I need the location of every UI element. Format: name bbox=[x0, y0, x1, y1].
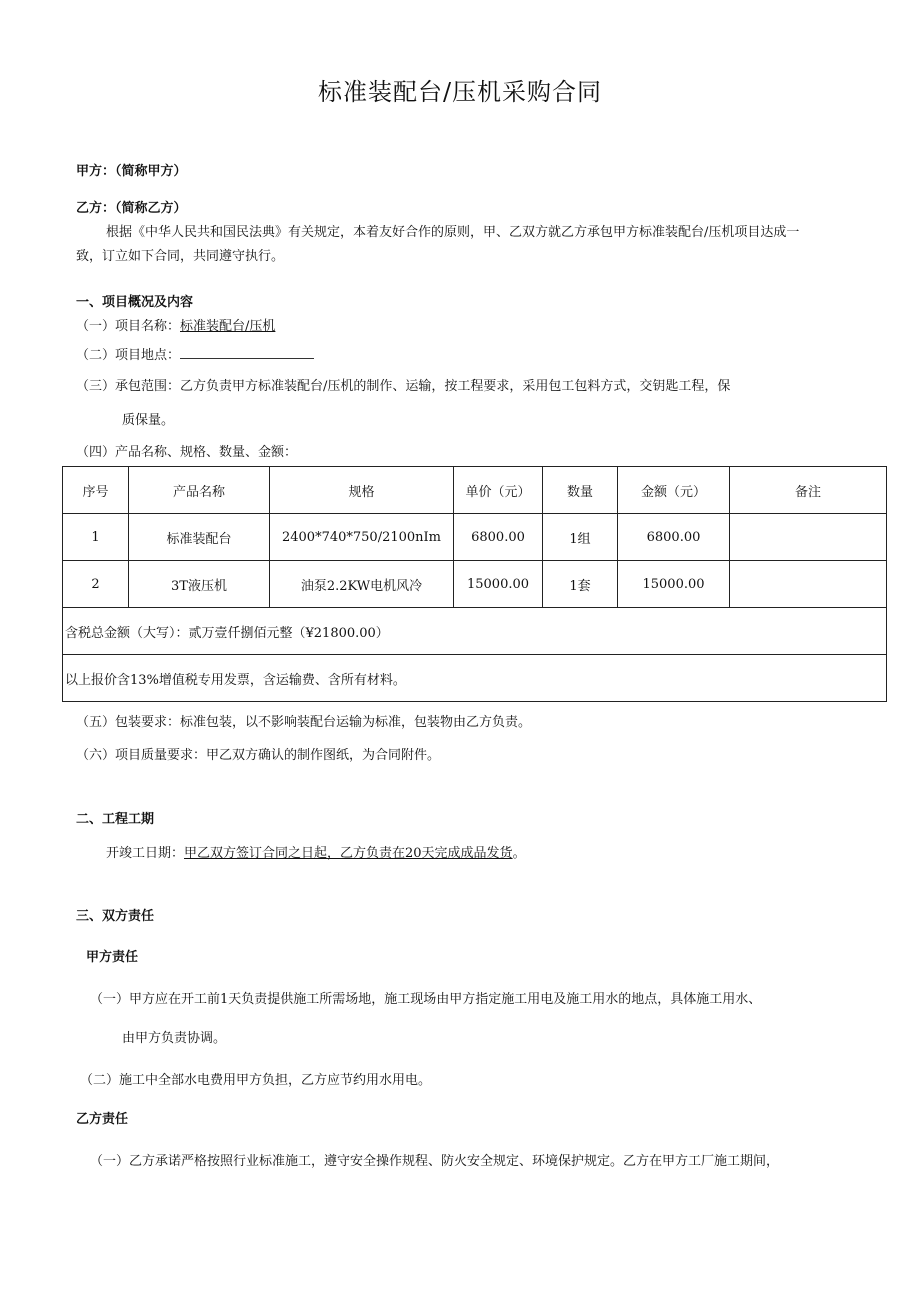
cell-index: 1 bbox=[63, 514, 129, 561]
cell-amount: 6800.00 bbox=[618, 514, 730, 561]
cell-remark bbox=[730, 561, 887, 608]
party-a-duty-1-line-2: 由甲方负责协调。 bbox=[122, 1031, 227, 1046]
page-title: 标准装配台/压机采购合同 bbox=[317, 78, 603, 106]
section2-heading: 二、工程工期 bbox=[76, 812, 155, 827]
cell-product: 3T液压机 bbox=[129, 561, 270, 608]
packaging-requirement: （五）包装要求：标准包装，以不影响装配台运输为标准，包装物由乙方负责。 bbox=[76, 715, 532, 730]
project-name-row bbox=[76, 315, 275, 334]
col-header-remark: 备注 bbox=[730, 467, 887, 514]
cell-index: 2 bbox=[63, 561, 129, 608]
cell-unit-price: 6800.00 bbox=[454, 514, 543, 561]
scope-line-2: 质保量。 bbox=[122, 413, 175, 428]
product-table-caption: （四）产品名称、规格、数量、金额： bbox=[76, 445, 298, 460]
schedule-value: 甲乙双方签订合同之日起，乙方负责在20天完成成品发货 bbox=[184, 846, 513, 861]
party-b: 乙方：（简称乙方） bbox=[76, 201, 187, 216]
scope-line-1: （三）承包范围：乙方负责甲方标准装配台/压机的制作、运输，按工程要求，采用包工包料方式，交钥匙工程，保 bbox=[76, 379, 731, 394]
schedule-row bbox=[106, 842, 526, 861]
col-header-product: 产品名称 bbox=[129, 467, 270, 514]
party-a-duty-2: （二）施工中全部水电费用甲方负担，乙方应节约用水用电。 bbox=[80, 1073, 432, 1088]
cell-note: 以上报价含13%增值税专用发票，含运输费、含所有材料。 bbox=[63, 655, 887, 702]
cell-quantity: 1组 bbox=[543, 514, 618, 561]
cell-remark bbox=[730, 514, 887, 561]
party-a-duties-heading: 甲方责任 bbox=[86, 950, 139, 965]
cell-spec: 油泵2.2KW电机风冷 bbox=[270, 561, 454, 608]
intro-line-1: 根据《中华人民共和国民法典》有关规定，本着友好合作的原则，甲、乙双方就乙方承包甲方标准装配台/压机项目达成一 bbox=[106, 225, 800, 240]
col-header-index: 序号 bbox=[63, 467, 129, 514]
project-name-label: （一）项目名称： bbox=[76, 319, 181, 334]
table-total-row bbox=[63, 608, 887, 655]
schedule-end: 。 bbox=[512, 846, 526, 861]
project-location-blank bbox=[180, 346, 314, 359]
project-name-value: 标准装配台/压机 bbox=[180, 319, 276, 334]
section1-heading: 一、项目概况及内容 bbox=[76, 295, 194, 310]
col-header-unit-price: 单价（元） bbox=[454, 467, 543, 514]
cell-total: 含税总金额（大写）：贰万壹仟捌佰元整（¥21800.00） bbox=[63, 608, 887, 655]
project-location-row bbox=[76, 344, 314, 363]
cell-quantity: 1套 bbox=[543, 561, 618, 608]
product-table bbox=[62, 466, 887, 702]
party-a-duty-1-line-1: （一）甲方应在开工前1天负责提供施工所需场地，施工现场由甲方指定施工用电及施工用水的地点，具体施工用水、 bbox=[90, 992, 762, 1007]
section3-heading: 三、双方责任 bbox=[76, 909, 155, 924]
intro-line-2: 致，订立如下合同，共同遵守执行。 bbox=[76, 249, 285, 264]
col-header-amount: 金额（元） bbox=[618, 467, 730, 514]
cell-product: 标准装配台 bbox=[129, 514, 270, 561]
party-b-duties-heading: 乙方责任 bbox=[76, 1112, 129, 1127]
party-a: 甲方：（简称甲方） bbox=[76, 164, 187, 179]
cell-unit-price: 15000.00 bbox=[454, 561, 543, 608]
schedule-label: 开竣工日期： bbox=[106, 846, 185, 861]
table-row bbox=[63, 514, 887, 561]
col-header-spec: 规格 bbox=[270, 467, 454, 514]
table-note-row bbox=[63, 655, 887, 702]
project-location-label: （二）项目地点： bbox=[76, 348, 181, 363]
col-header-quantity: 数量 bbox=[543, 467, 618, 514]
table-header-row bbox=[63, 467, 887, 514]
quality-requirement: （六）项目质量要求：甲乙双方确认的制作图纸，为合同附件。 bbox=[76, 748, 441, 763]
cell-amount: 15000.00 bbox=[618, 561, 730, 608]
cell-spec: 2400*740*750/2100nIm bbox=[270, 514, 454, 561]
party-b-duty-1-line-1: （一）乙方承诺严格按照行业标准施工，遵守安全操作规程、防火安全规定、环境保护规定。乙方在甲方工厂施工期间， bbox=[90, 1154, 780, 1169]
table-row bbox=[63, 561, 887, 608]
